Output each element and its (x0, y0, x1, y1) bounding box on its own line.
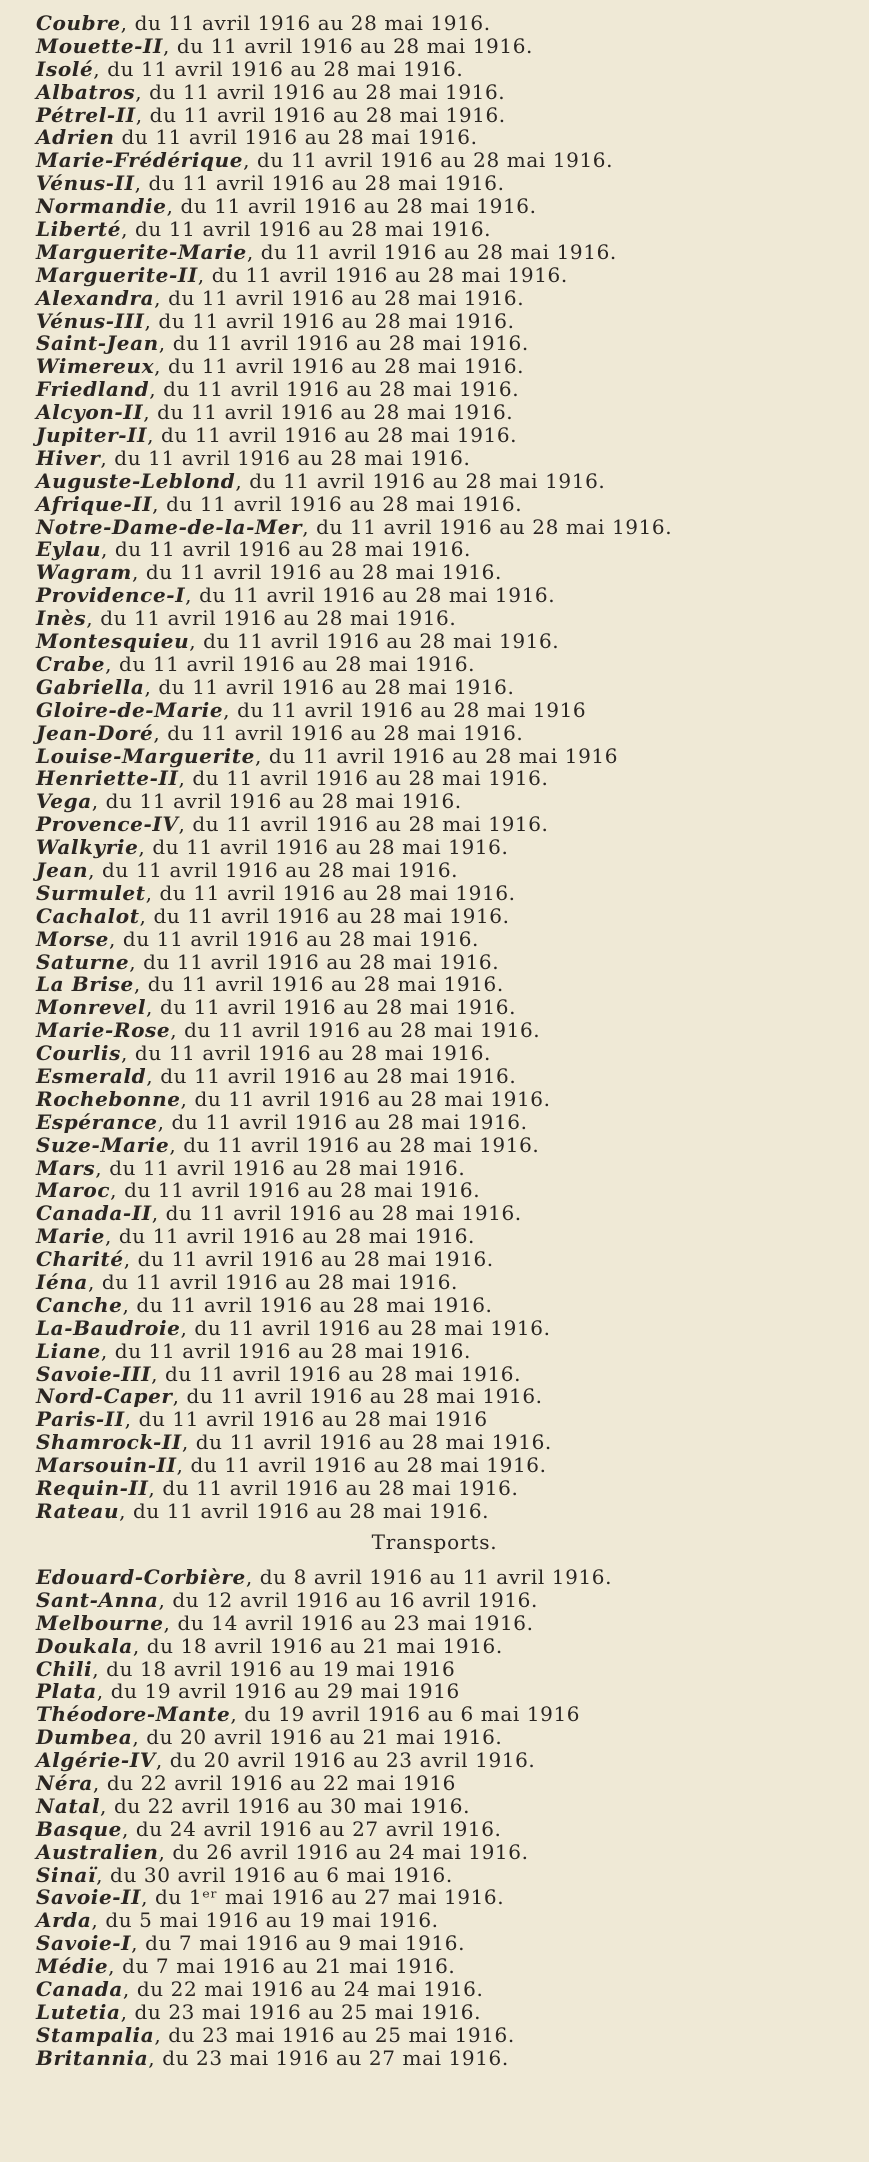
list-item (36, 676, 866, 699)
vessel-name: Marie (36, 1224, 105, 1249)
vessel-name: Espérance (36, 1109, 158, 1134)
vessel-name: Nord-Caper (36, 1384, 173, 1409)
service-period: , du 11 avril 1916 au 28 mai 1916. (122, 1292, 493, 1317)
vessel-name: Basque (36, 1816, 122, 1841)
list-item (36, 1886, 866, 1909)
service-period: , du 11 avril 1916 au 28 mai 1916. (146, 995, 517, 1020)
list-item (36, 1340, 866, 1363)
vessel-name: Esmerald (36, 1063, 147, 1088)
vessel-name: Albatros (36, 79, 136, 104)
vessel-name: Doukala (36, 1633, 133, 1658)
service-period: , du 11 avril 1916 au 28 mai 1916. (157, 1109, 528, 1134)
vessel-name: Théodore-Mante (36, 1702, 231, 1727)
vessel-name: Canada (36, 1977, 123, 2002)
vessel-name: Saturne (36, 949, 130, 974)
service-period: , du 19 avril 1916 au 6 mai 1916 (230, 1702, 581, 1727)
service-period: , du 11 avril 1916 au 28 mai 1916. (166, 194, 537, 219)
service-period: , du 11 avril 1916 au 28 mai 1916. (104, 1224, 475, 1249)
vessel-name: Rochebonne (36, 1086, 181, 1111)
service-period: , du 11 avril 1916 au 28 mai 1916. (235, 468, 606, 493)
list-item (36, 699, 866, 722)
list-item (36, 1157, 866, 1180)
vessel-name: Maroc (36, 1178, 111, 1203)
vessel-name: Marsouin-II (36, 1453, 177, 1478)
list-item (36, 1978, 866, 2001)
service-period: , du 11 avril 1916 au 28 mai 1916. (123, 1247, 494, 1272)
service-period: , du 11 avril 1916 au 28 mai 1916. (162, 33, 533, 58)
list-item (36, 287, 866, 310)
list-item (36, 470, 866, 493)
list-item (36, 607, 866, 630)
vessel-name: Liane (36, 1338, 101, 1363)
service-period: , du 11 avril 1916 au 28 mai 1916. (91, 789, 462, 814)
service-period: , du 11 avril 1916 au 28 mai 1916. (151, 1361, 522, 1386)
service-period: , du 20 avril 1916 au 23 avril 1916. (155, 1748, 536, 1773)
vessel-name: Iéna (36, 1269, 88, 1294)
vessel-name: Lutetia (36, 1999, 121, 2024)
vessel-name: Marguerite-Marie (36, 239, 247, 264)
vessel-name: La Brise (36, 972, 134, 997)
list-item (36, 172, 866, 195)
service-period: , du 11 avril 1916 au 28 mai 1916. (129, 949, 500, 974)
vessel-name: Savoie-I (36, 1931, 132, 1956)
service-period: , du 11 avril 1916 au 28 mai 1916. (180, 1086, 551, 1111)
service-period: , du 11 avril 1916 au 28 mai 1916. (149, 377, 520, 402)
list-item (36, 1500, 866, 1523)
service-period: , du 11 avril 1916 au 28 mai 1916. (144, 674, 515, 699)
service-period: , du 8 avril 1916 au 11 avril 1916. (245, 1565, 613, 1589)
vessel-name: Courlis (36, 1041, 121, 1066)
list-item (36, 218, 866, 241)
service-period: , du 11 avril 1916 au 28 mai 1916. (189, 629, 560, 654)
service-period: , du 11 avril 1916 au 28 mai 1916. (86, 606, 457, 631)
list-item (36, 1909, 866, 1932)
list-item (36, 1635, 866, 1658)
service-period: , du 7 mai 1916 au 21 mai 1916. (108, 1954, 456, 1979)
service-period: , du 11 avril 1916 au 28 mai 1916. (135, 102, 506, 127)
vessel-name: Néra (36, 1771, 93, 1796)
vessel-name: Eylau (36, 537, 101, 562)
service-period: du 11 avril 1916 au 28 mai 1916. (114, 125, 478, 150)
list-item (36, 1042, 866, 1065)
list-item (36, 104, 866, 127)
vessel-name: Wagram (36, 560, 132, 585)
service-period: , du 5 mai 1916 au 19 mai 1916. (91, 1908, 439, 1933)
service-period: , du 20 avril 1916 au 21 mai 1916. (132, 1725, 503, 1750)
service-period: , du 24 avril 1916 au 27 avril 1916. (121, 1816, 502, 1841)
list-item (36, 996, 866, 1019)
list-item (36, 790, 866, 813)
service-period: , du 22 mai 1916 au 24 mai 1916. (122, 1977, 484, 2002)
list-item (36, 126, 866, 149)
list-item (36, 1658, 866, 1681)
vessel-name: Notre-Dame-de-la-Mer (36, 514, 303, 539)
vessel-name: Monrevel (36, 995, 147, 1020)
service-period: , du 11 avril 1916 au 28 mai 1916. (176, 1453, 547, 1478)
list-item (36, 1818, 866, 1841)
vessel-name: Dumbea (36, 1725, 133, 1750)
vessel-name: Provence-IV (36, 812, 179, 837)
service-period: , du 11 avril 1916 au 28 mai 1916. (154, 285, 525, 310)
service-period: , du 11 avril 1916 au 28 mai 1916. (138, 835, 509, 860)
list-item (36, 241, 866, 264)
service-period: , du 11 avril 1916 au 28 mai 1916. (95, 1155, 466, 1180)
list-item (36, 1955, 866, 1978)
vessel-name: Saint-Jean (36, 331, 159, 356)
service-period: , du 18 avril 1916 au 19 mai 1916 (92, 1656, 456, 1681)
list-item (36, 1431, 866, 1454)
list-item (36, 2001, 866, 2024)
service-period: , du 11 avril 1916 au 28 mai 1916. (148, 1476, 519, 1500)
service-period: , du 11 avril 1916 au 28 mai 1916. (120, 11, 491, 35)
vessel-name: Jean (36, 857, 89, 882)
list-item (36, 1408, 866, 1431)
list-item (36, 1111, 866, 1134)
list-item (36, 905, 866, 928)
vessel-name: Edouard-Corbière (36, 1565, 246, 1589)
list-item (36, 813, 866, 836)
vessel-name: Savoie-II (36, 1885, 142, 1910)
vessel-name: Arda (36, 1908, 92, 1933)
list-item (36, 58, 866, 81)
list-item (36, 1363, 866, 1386)
list-item (36, 2024, 866, 2047)
vessel-name: Providence-I (36, 583, 186, 608)
vessel-name: Montesquieu (36, 629, 190, 654)
list-item (36, 1589, 866, 1612)
service-period: , du 11 avril 1916 au 28 mai 1916. (178, 812, 549, 837)
list-item (36, 1385, 866, 1408)
vessel-name: Coubre (36, 11, 121, 35)
vessel-name: Alexandra (36, 285, 155, 310)
transports-list (36, 1566, 866, 2070)
service-period: , du 7 mai 1916 au 9 mai 1916. (131, 1931, 466, 1956)
list-item (36, 424, 866, 447)
list-item (36, 1680, 866, 1703)
service-period: , du 22 avril 1916 au 30 mai 1916. (100, 1793, 471, 1818)
list-item (36, 722, 866, 745)
service-period: , du 11 avril 1916 au 28 mai 1916. (180, 1315, 551, 1340)
vessel-name: Marguerite-II (36, 262, 198, 287)
list-item (36, 1202, 866, 1225)
list-item (36, 1248, 866, 1271)
list-item (36, 1703, 866, 1726)
list-item (36, 1019, 866, 1042)
service-period: , du 18 avril 1916 au 21 mai 1916. (132, 1633, 503, 1658)
vessel-name: Médie (36, 1954, 109, 1979)
list-item (36, 1134, 866, 1157)
list-item (36, 561, 866, 584)
vessel-name: Rateau (36, 1498, 120, 1523)
service-period: , du 11 avril 1916 au 28 mai 1916. (172, 1384, 543, 1409)
list-item (36, 1454, 866, 1477)
service-period: , du 11 avril 1916 au 28 mai 1916. (178, 766, 549, 791)
list-item (36, 745, 866, 768)
ships-list (36, 12, 866, 1523)
vessel-name: Canada-II (36, 1201, 152, 1226)
service-period: , du 11 avril 1916 au 28 mai 1916. (154, 354, 525, 379)
service-period: , du 11 avril 1916 au 28 mai 1916. (144, 308, 515, 333)
list-item (36, 81, 866, 104)
vessel-name: Liberté (36, 217, 122, 242)
service-period: , du 23 mai 1916 au 25 mai 1916. (120, 1999, 482, 2024)
list-item (36, 264, 866, 287)
service-period: , du 1ᵉʳ mai 1916 au 27 mai 1916. (141, 1885, 505, 1910)
vessel-name: Requin-II (36, 1476, 149, 1500)
list-item (36, 928, 866, 951)
vessel-name: Afrique-II (36, 491, 153, 516)
service-period: , du 11 avril 1916 au 28 mai 1916. (153, 720, 524, 745)
service-period: , du 11 avril 1916 au 28 mai 1916. (87, 1269, 459, 1294)
list-item (36, 516, 866, 539)
service-period: , du 22 avril 1916 au 22 mai 1916 (92, 1771, 456, 1796)
service-period: , du 11 avril 1916 au 28 mai 1916. (135, 79, 506, 104)
service-period: , du 11 avril 1916 au 28 mai 1916. (170, 1018, 541, 1043)
service-period: , du 19 avril 1916 au 29 mai 1916 (96, 1679, 460, 1704)
vessel-name: Jupiter-II (36, 423, 148, 448)
vessel-name: La-Baudroie (36, 1315, 181, 1340)
vessel-name: Shamrock-II (36, 1430, 182, 1455)
service-period: , du 11 avril 1916 au 28 mai 1916. (119, 1498, 490, 1523)
vessel-name: Normandie (36, 194, 167, 219)
service-period: , du 11 avril 1916 au 28 mai 1916. (181, 1430, 552, 1455)
vessel-name: Mars (36, 1155, 96, 1180)
list-item (36, 12, 866, 35)
list-item (36, 1772, 866, 1795)
service-period: , du 11 avril 1916 au 28 mai 1916. (93, 56, 464, 81)
service-period: , du 23 mai 1916 au 25 mai 1916. (154, 2022, 515, 2047)
vessel-name: Vega (36, 789, 92, 814)
vessel-name: Savoie-III (36, 1361, 152, 1386)
vessel-name: Jean-Doré (36, 720, 154, 745)
vessel-name: Alcyon-II (36, 400, 144, 425)
list-item (36, 1841, 866, 1864)
service-period: , du 11 avril 1916 au 28 mai 1916 (223, 697, 587, 722)
service-period: , du 11 avril 1916 au 28 mai 1916. (121, 217, 492, 242)
service-period: , du 30 avril 1916 au 6 mai 1916. (96, 1862, 453, 1887)
service-period: , du 11 avril 1916 au 28 mai 1916. (133, 972, 504, 997)
list-item (36, 195, 866, 218)
service-period: , du 11 avril 1916 au 28 mai 1916. (246, 239, 617, 264)
vessel-name: Algérie-IV (36, 1748, 156, 1773)
list-item (36, 1864, 866, 1887)
list-item (36, 653, 866, 676)
service-period: , du 11 avril 1916 au 28 mai 1916 (255, 743, 619, 768)
list-item (36, 1795, 866, 1818)
list-item (36, 538, 866, 561)
list-item (36, 882, 866, 905)
list-item (36, 630, 866, 653)
list-item (36, 35, 866, 58)
list-item (36, 401, 866, 424)
list-item (36, 1726, 866, 1749)
vessel-name: Marie-Rose (36, 1018, 171, 1043)
service-period: , du 11 avril 1916 au 28 mai 1916. (109, 926, 480, 951)
vessel-name: Gabriella (36, 674, 145, 699)
service-period: , du 11 avril 1916 au 28 mai 1916. (151, 1201, 522, 1226)
vessel-name: Louise-Marguerite (36, 743, 256, 768)
service-period: , du 11 avril 1916 au 28 mai 1916. (100, 1338, 471, 1363)
vessel-name: Plata (36, 1679, 97, 1704)
list-item (36, 149, 866, 172)
list-item (36, 2047, 866, 2070)
vessel-name: Crabe (36, 651, 106, 676)
service-period: , du 14 avril 1916 au 23 mai 1916. (163, 1610, 534, 1635)
service-period: , du 11 avril 1916 au 28 mai 1916. (139, 903, 510, 928)
vessel-name: Sant-Anna (36, 1587, 159, 1612)
list-item (36, 584, 866, 607)
service-period: , du 11 avril 1916 au 28 mai 1916. (100, 445, 471, 470)
list-item (36, 1566, 866, 1589)
list-item (36, 859, 866, 882)
transports-heading: Transports. (371, 1530, 498, 1554)
service-period: , du 11 avril 1916 au 28 mai 1916 (124, 1407, 488, 1432)
vessel-name: Marie-Frédérique (36, 148, 244, 173)
vessel-name: Paris-II (36, 1407, 125, 1432)
list-item (36, 355, 866, 378)
list-item (36, 447, 866, 470)
service-period: , du 11 avril 1916 au 28 mai 1916. (185, 583, 556, 608)
vessel-name: Australien (36, 1839, 159, 1864)
service-period: , du 26 avril 1916 au 24 mai 1916. (158, 1839, 529, 1864)
vessel-name: Surmulet (36, 880, 146, 905)
service-period: , du 11 avril 1916 au 28 mai 1916. (100, 537, 471, 562)
list-item (36, 1477, 866, 1500)
list-item (36, 1225, 866, 1248)
list-item (36, 310, 866, 333)
vessel-name: Isolé (36, 56, 94, 81)
vessel-name: Suze-Marie (36, 1132, 170, 1157)
list-item (36, 1294, 866, 1317)
vessel-name: Natal (36, 1793, 101, 1818)
service-period: , du 11 avril 1916 au 28 mai 1916. (243, 148, 614, 173)
list-item (36, 1932, 866, 1955)
vessel-name: Friedland (36, 377, 150, 402)
vessel-name: Wimereux (36, 354, 155, 379)
vessel-name: Walkyrie (36, 835, 139, 860)
vessel-name: Inès (36, 606, 87, 631)
vessel-name: Britannia (36, 2045, 149, 2070)
service-period: , du 12 avril 1916 au 16 avril 1916. (158, 1587, 538, 1612)
service-period: , du 11 avril 1916 au 28 mai 1916. (169, 1132, 540, 1157)
service-period: , du 11 avril 1916 au 28 mai 1916. (146, 1063, 517, 1088)
list-item (36, 951, 866, 974)
service-period: , du 11 avril 1916 au 28 mai 1916. (110, 1178, 481, 1203)
vessel-name: Stampalia (36, 2022, 155, 2047)
vessel-name: Chili (36, 1656, 93, 1681)
service-period: , du 11 avril 1916 au 28 mai 1916. (131, 560, 502, 585)
service-period: , du 11 avril 1916 au 28 mai 1916. (105, 651, 476, 676)
service-period: , du 11 avril 1916 au 28 mai 1916. (88, 857, 459, 882)
vessel-name: Charité (36, 1247, 124, 1272)
vessel-name: Melbourne (36, 1610, 164, 1635)
list-item (36, 1065, 866, 1088)
vessel-name: Gloire-de-Marie (36, 697, 224, 722)
service-period: , du 11 avril 1916 au 28 mai 1916. (302, 514, 673, 539)
list-item (36, 836, 866, 859)
list-item (36, 332, 866, 355)
list-item (36, 1179, 866, 1202)
service-period: , du 23 mai 1916 au 27 mai 1916. (148, 2045, 509, 2070)
vessel-name: Vénus-III (36, 308, 145, 333)
vessel-name: Canche (36, 1292, 123, 1317)
service-period: , du 11 avril 1916 au 28 mai 1916. (145, 880, 516, 905)
service-period: , du 11 avril 1916 au 28 mai 1916. (197, 262, 568, 287)
list-item (36, 1088, 866, 1111)
vessel-name: Adrien (36, 125, 115, 150)
service-period: , du 11 avril 1916 au 28 mai 1916. (143, 400, 514, 425)
list-item (36, 378, 866, 401)
vessel-name: Vénus-II (36, 171, 135, 196)
vessel-name: Cachalot (36, 903, 140, 928)
service-period: , du 11 avril 1916 au 28 mai 1916. (158, 331, 529, 356)
vessel-name: Mouette-II (36, 33, 163, 58)
vessel-name: Pétrel-II (36, 102, 136, 127)
vessel-name: Auguste-Leblond (36, 468, 236, 493)
vessel-name: Hiver (36, 445, 101, 470)
service-period: , du 11 avril 1916 au 28 mai 1916. (147, 423, 518, 448)
service-period: , du 11 avril 1916 au 28 mai 1916. (134, 171, 505, 196)
list-item (36, 1749, 866, 1772)
list-item (36, 767, 866, 790)
vessel-name: Sinaï (36, 1862, 97, 1887)
list-item (36, 1317, 866, 1340)
list-item (36, 1612, 866, 1635)
list-item (36, 493, 866, 516)
vessel-name: Morse (36, 926, 109, 951)
vessel-name: Henriette-II (36, 766, 179, 791)
service-period: , du 11 avril 1916 au 28 mai 1916. (152, 491, 523, 516)
list-item (36, 973, 866, 996)
list-item (36, 1271, 866, 1294)
service-period: , du 11 avril 1916 au 28 mai 1916. (121, 1041, 492, 1066)
